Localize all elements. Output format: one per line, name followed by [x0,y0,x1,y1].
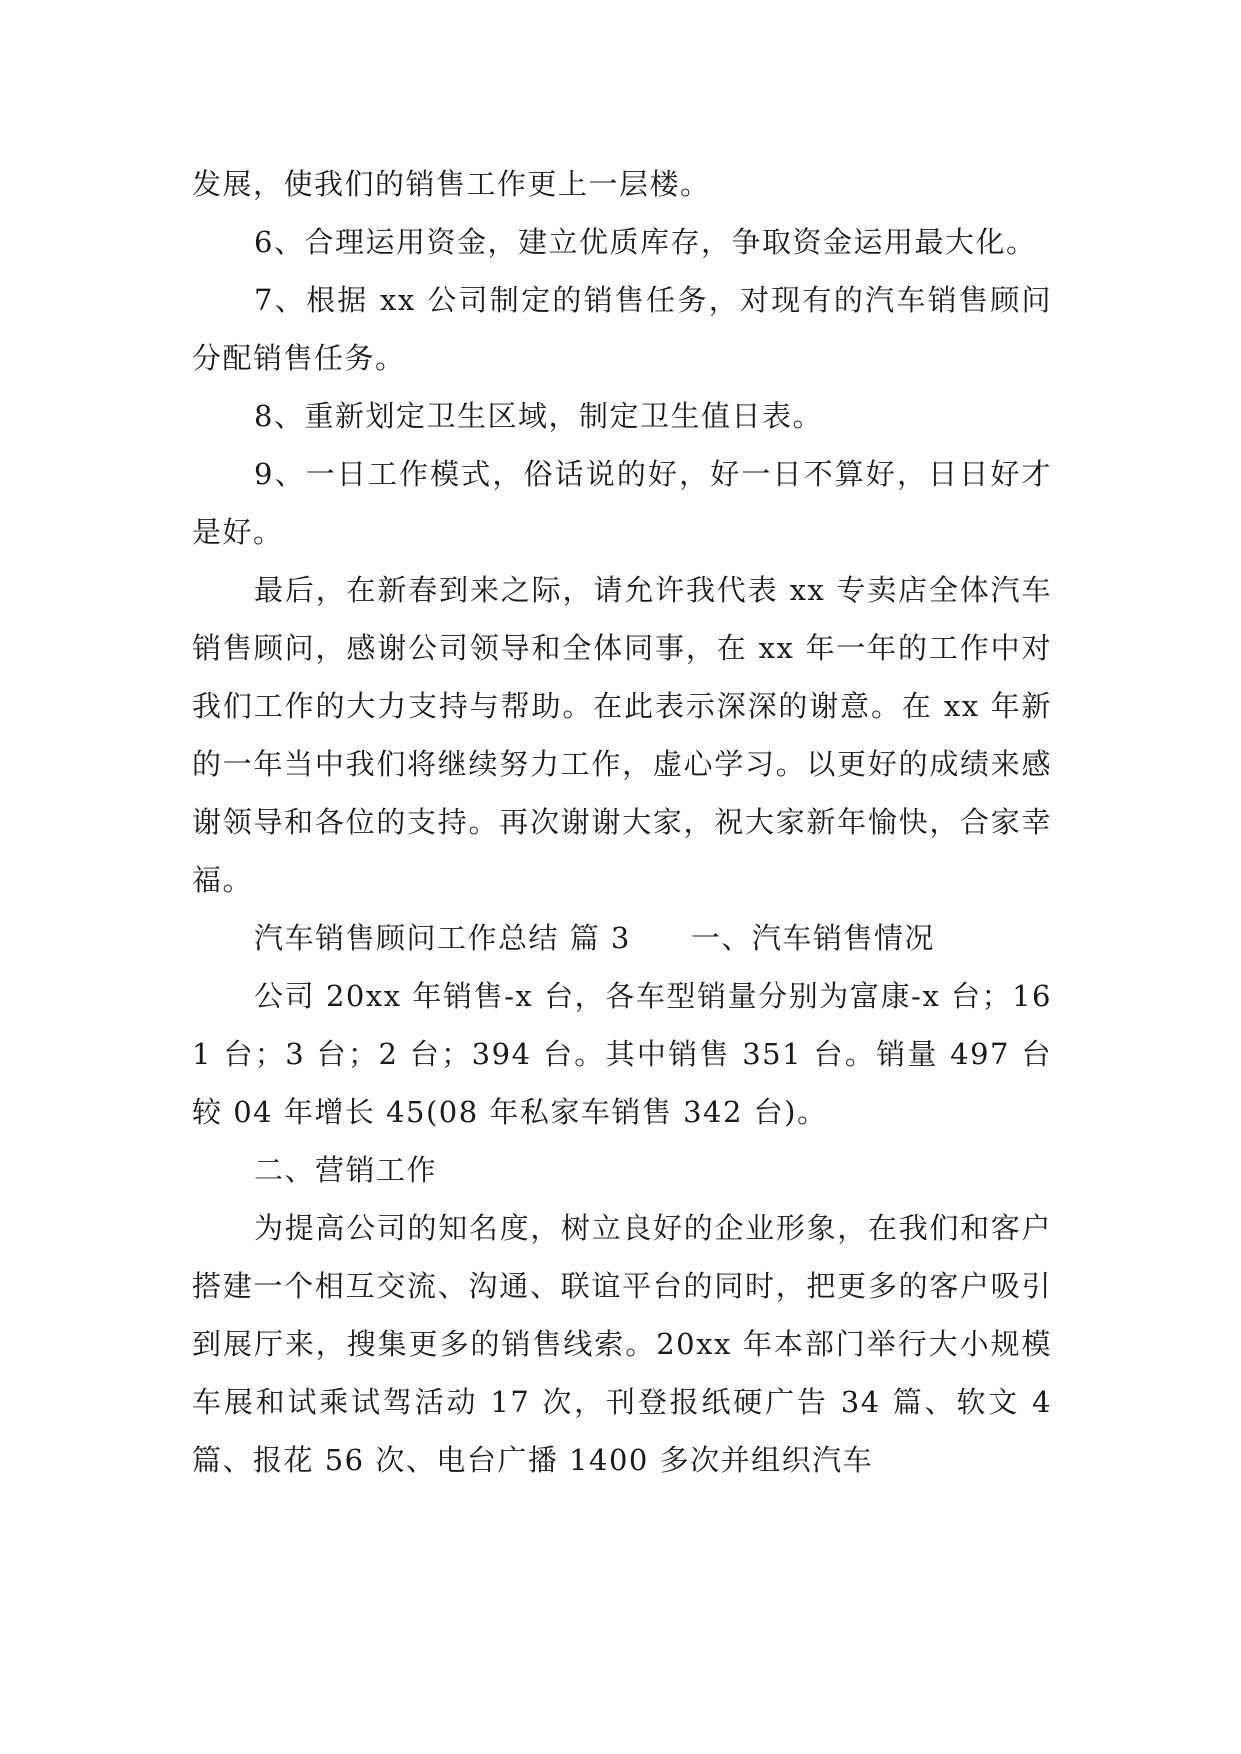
paragraph-item-6: 6、合理运用资金，建立优质库存，争取资金运用最大化。 [254,225,1037,259]
paragraph-item-7: 7、根据 xx 公司制定的销售任务，对现有的汽车销售顾问分配销售任务。 [192,283,1052,375]
document-body [192,155,1052,1489]
paragraph-marketing-body: 为提高公司的知名度，树立良好的企业形象，在我们和客户搭建一个相互交流、沟通、联谊平台的同时，把更多的客户吸引到展厅来，搜集更多的销售线索。20xx 年本部门举行大小规模车展和试乘试驾活动 17 次，刊登报纸硬广告 34 篇、软文 4 篇、报花 56 次、电台广播 1400 多次并组织汽车 [192,1211,1052,1477]
paragraph-closing: 最后，在新春到来之际，请允许我代表 xx 专卖店全体汽车销售顾问，感谢公司领导和全体同事，在 xx 年一年的工作中对我们工作的大力支持与帮助。在此表示深深的谢意。在 xx 年新的一年当中我们将继续努力工作，虚心学习。以更好的成绩来感谢领导和各位的支持。再次谢谢大家，祝大家新年愉快，合家幸福。 [192,573,1052,897]
paragraph-sales-summary: 公司 20xx 年销售-x 台，各车型销量分别为富康-x 台；161 台；3 台；2 台；394 台。其中销售 351 台。销量 497 台较 04 年增长 45(08 年私家车销售 342 台)。 [192,979,1052,1129]
paragraph-item-8: 8、重新划定卫生区域，制定卫生值日表。 [254,399,823,433]
paragraph-continuation: 发展，使我们的销售工作更上一层楼。 [192,167,711,201]
section-heading [192,909,1052,967]
paragraph-marketing-heading: 二、营销工作 [254,1153,438,1187]
paragraph-item-9: 9、一日工作模式，俗话说的好，好一日不算好，日日好才是好。 [192,457,1052,549]
section-subtitle: 一、汽车销售情况 [690,921,935,955]
section-title: 汽车销售顾问工作总结 篇 3 [254,921,631,955]
